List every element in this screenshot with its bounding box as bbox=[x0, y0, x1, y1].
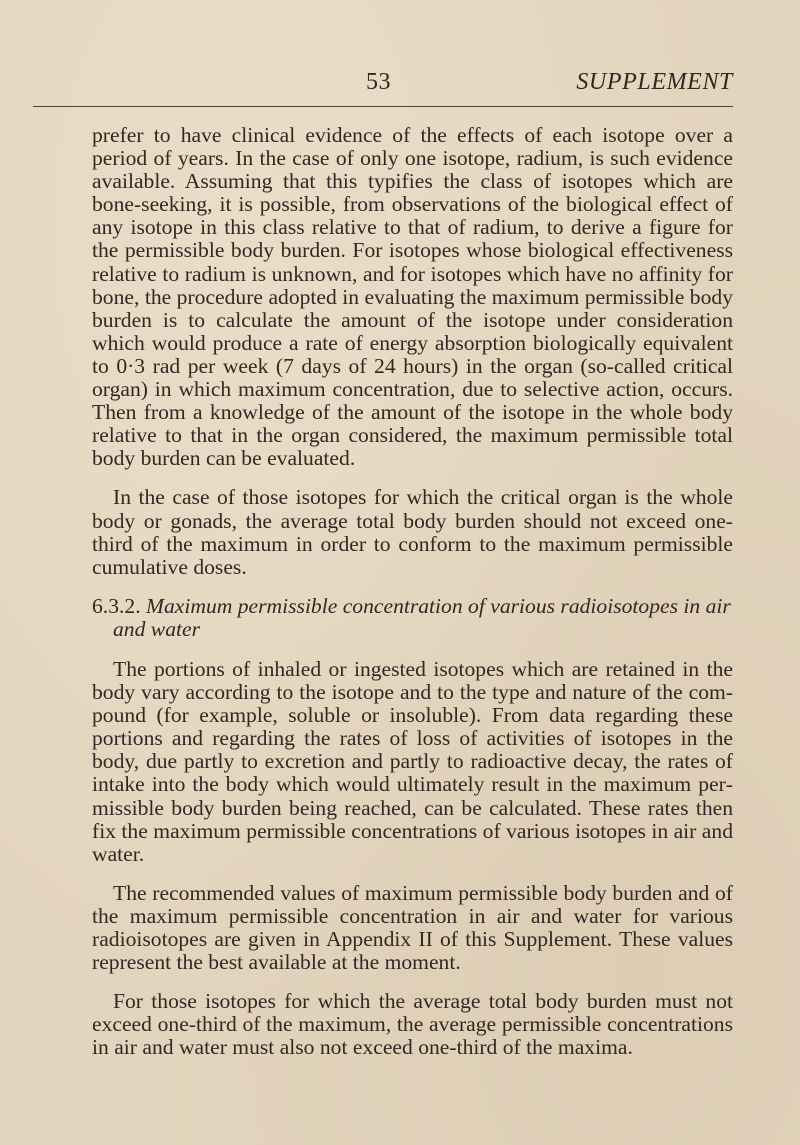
section-number: 6.3.2. bbox=[92, 593, 141, 618]
body-text bbox=[92, 124, 733, 1075]
section-heading bbox=[92, 595, 733, 641]
page-number: 53 bbox=[366, 69, 391, 95]
running-head bbox=[33, 68, 733, 96]
paragraph: For those isotopes for which the average total body burden must not exceed one-third of the maximum, the average permissible concentrations in air and water must also not exceed one-third of the maxima. bbox=[92, 989, 733, 1060]
section-title: Maximum permissible concentration of various radioisotopes in air and water bbox=[113, 593, 731, 641]
paragraph-continued: prefer to have clinical evidence of the effects of each isotope over a period of years. In the case of only one isotope, radium, is such evidence available. Assuming that this typifies the class of isotopes which are bone-seeking, it is possible, from observations of the biological effect of any isotope in this class relative to that of radium, to derive a figure for the permissible body burden. For isotopes whose biological effectiveness relative to radium is unknown, and for isotopes which have no affinity for bone, the procedure adopted in evaluating the maximum permissible body burden is to calculate the amount of the isotope under consideration which would produce a rate of energy absorption biologically equivalent to 0·3 rad per week (7 days of 24 hours) in the organ (so-called critical organ) in which maximum concentration, due to selective action, occurs. Then from a knowledge of the amount of the isotope in the whole body relative to that in the organ considered, the maximum permissible total body burden can be evaluated. bbox=[92, 123, 733, 471]
paragraph: The recommended values of maximum permissible body burden and of the maximum permissible concentration in air and water for various radioisotopes are given in Appendix II of this Supplement. These values represent the best available at the moment. bbox=[92, 880, 733, 975]
paragraph: The portions of inhaled or ingested isotopes which are retained in the body vary according to the isotope and to the type and nature of the compound (for example, soluble or insoluble). From data regarding these portions and regarding the rates of loss of activities of isotopes in the body, due partly to excretion and partly to radioactive decay, the rates of intake into the body which would ultimately result in the maximum permissible body burden being reached, can be calculated. These rates then fix the maximum permissible concentrations of various isotopes in air and water. bbox=[92, 656, 733, 866]
header-rule bbox=[33, 106, 733, 107]
running-title: SUPPLEMENT bbox=[576, 69, 733, 95]
paragraph: In the case of those isotopes for which the critical organ is the whole body or gonads, the average total body burden should not exceed one-third of the maximum in order to conform to the maximum permissible cumulative doses. bbox=[92, 485, 733, 579]
